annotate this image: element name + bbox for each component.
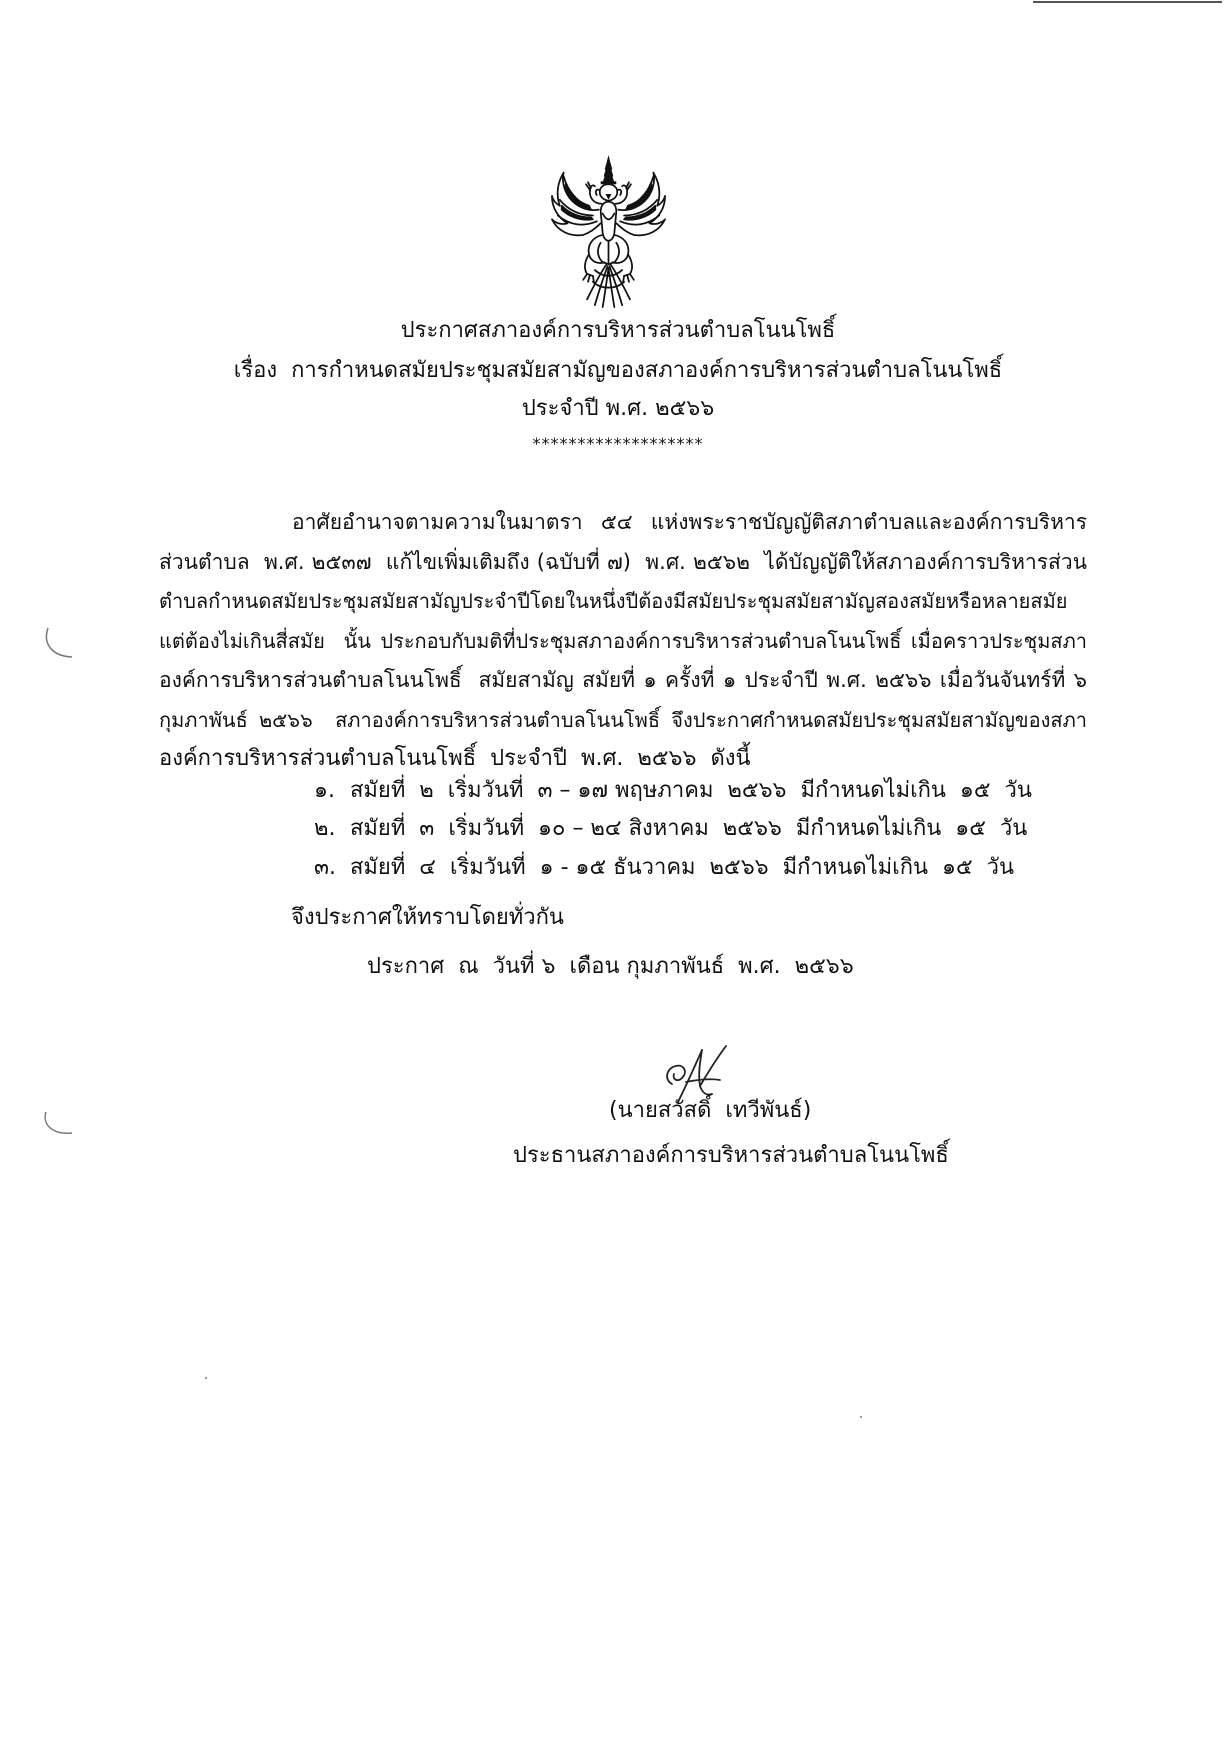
year-line: ประจำปี พ.ศ. ๒๕๖๖ — [521, 396, 715, 421]
body-line: ส่วนตำบล พ.ศ. ๒๕๓๗ แก้ไขเพิ่มเติมถึง (ฉบับที่ ๗) พ.ศ. ๒๕๖๒ ได้บัญญัติให้สภาองค์การบริหารส่วน — [159, 550, 1087, 574]
session-number: ๒. — [314, 816, 336, 841]
session-number: ๓. — [314, 855, 337, 880]
body-line: องค์การบริหารส่วนตำบลโนนโพธิ์ สมัยสามัญ สมัยที่ ๑ ครั้งที่ ๑ ประจำปี พ.ศ. ๒๕๖๖ เมื่อวันจันทร์ที่ ๖ — [159, 668, 1087, 692]
garuda-emblem — [550, 155, 667, 311]
body-line: องค์การบริหารส่วนตำบลโนนโพธิ์ ประจำปี พ.ศ. ๒๕๖๖ ดังนี้ — [159, 746, 751, 771]
announcement-title: ประกาศสภาองค์การบริหารส่วนตำบลโนนโพธิ์ — [400, 318, 836, 343]
session-item — [314, 771, 1094, 811]
signatory-position: ประธานสภาองค์การบริหารส่วนตำบลโนนโพธิ์ — [513, 1143, 949, 1168]
session-number: ๑. — [314, 778, 335, 803]
subject-line — [8, 351, 1228, 391]
body-line: แต่ต้องไม่เกินสี่สมัย นั้น ประกอบกับมติที่ประชุมสภาองค์การบริหารส่วนตำบลโนนโพธิ์ เมื่อคราวประชุมสภา — [159, 629, 1087, 653]
body-line: อาศัยอำนาจตามความในมาตรา ๕๔ แห่งพระราชบัญญัติสภาตำบลและองค์การบริหาร — [292, 510, 1087, 534]
session-item — [314, 809, 1094, 849]
session-item — [314, 848, 1094, 888]
subject-label: เรื่อง — [233, 358, 278, 383]
separator-stars: ******************* — [532, 434, 704, 453]
signatory-name: (นายสวัสดิ์ เทวีพันธ์) — [609, 1098, 812, 1123]
session-text: สมัยที่ ๒ เริ่มวันที่ ๓ – ๑๗ พฤษภาคม ๒๕๖๖ มีกำหนดไม่เกิน ๑๕ วัน — [350, 778, 1032, 803]
session-text: สมัยที่ ๓ เริ่มวันที่ ๑๐ – ๒๔ สิงหาคม ๒๕๖๖ มีกำหนดไม่เกิน ๑๕ วัน — [350, 816, 1028, 841]
announce-date: ประกาศ ณ วันที่ ๖ เดือน กุมภาพันธ์ พ.ศ. ๒๕๖๖ — [367, 954, 854, 979]
closing-line: จึงประกาศให้ทราบโดยทั่วกัน — [291, 905, 564, 930]
subject-text: การกำหนดสมัยประชุมสมัยสามัญของสภาองค์การบริหารส่วนตำบลโนนโพธิ์ — [291, 358, 1003, 383]
body-line: กุมภาพันธ์ ๒๕๖๖ สภาองค์การบริหารส่วนตำบลโนนโพธิ์ จึงประกาศกำหนดสมัยประชุมสมัยสามัญของสภา — [159, 708, 1087, 732]
body-line: ตำบลกำหนดสมัยประชุมสมัยสามัญประจำปีโดยในหนึ่งปีต้องมีสมัยประชุมสมัยสามัญสองสมัยหรือหลายสมัย — [159, 589, 1068, 613]
session-text: สมัยที่ ๔ เริ่มวันที่ ๑ - ๑๕ ธันวาคม ๒๕๖๖ มีกำหนดไม่เกิน ๑๕ วัน — [350, 855, 1015, 880]
